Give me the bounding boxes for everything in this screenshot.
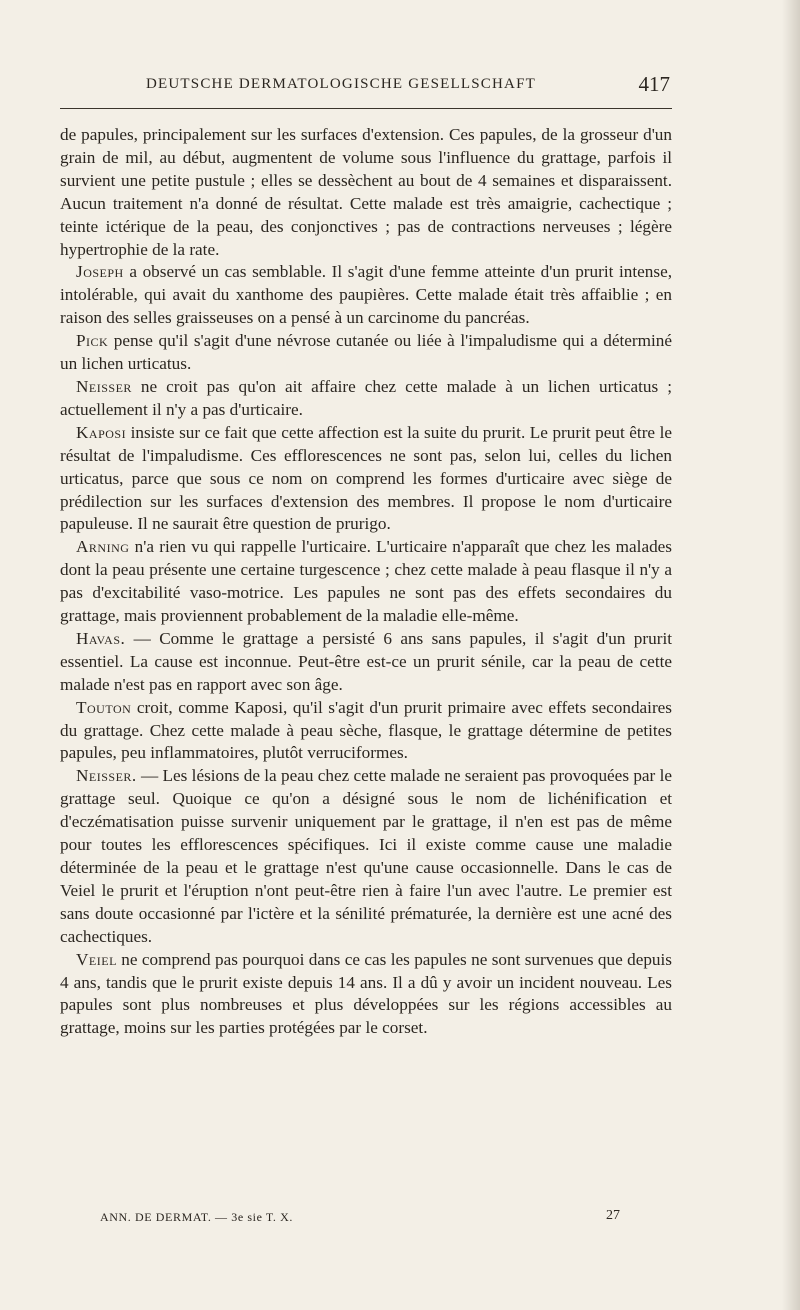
speaker-name: Neisser.: [76, 766, 137, 786]
paragraph: [60, 697, 672, 766]
signature-mark: 27: [606, 1208, 620, 1223]
paragraph-text: n'a rien vu qui rappelle l'urticaire. L'urticaire n'apparaît que chez les malades dont la peau présente une certaine turgescence ; chez cette malade à peau flasque il n'y a pas d'excitabilité vaso-motrice. Les papules ne sont pas des effets secondaires du grattage, mais proviennent probablement de la maladie elle-même.: [60, 537, 672, 626]
header-rule: [60, 108, 672, 109]
paragraph: [60, 949, 672, 1041]
speaker-name: Kaposi: [76, 422, 127, 442]
speaker-name: Arning: [76, 537, 130, 557]
paragraph-text: insiste sur ce fait que cette affection est la suite du prurit. Le prurit peut être le résultat de l'impaludisme. Ces efflorescences ne sont pas, selon lui, celles du lichen urticatus, parce que sous ce nom on comprend les formes d'urticaire avec siège de prédilection sur les surfaces d'extension des membres. Il propose le nom d'urticaire papuleuse. Il ne saurait être question de prurigo.: [60, 422, 672, 534]
speaker-name: Pick: [76, 331, 109, 351]
speaker-name: Touton: [76, 697, 132, 717]
paragraph: [60, 422, 672, 537]
paragraph: [60, 536, 672, 628]
body-text: [60, 124, 672, 1040]
paragraph: [60, 124, 672, 261]
paragraph-text: — Les lésions de la peau chez cette malade ne seraient pas provoquées par le grattage seul. Quoique ce qu'on a désigné sous le nom de lichénification et d'eczématisation puisse survenir uniquement par le grattage, il n'en est pas de même pour toutes les efflorescences spécifiques. Ici il existe comme cause une maladie déterminée de la peau et le grattage n'est qu'une cause occasionnelle. Dans le cas de Veiel le prurit et l'éruption n'ont peut-être rien à faire l'un avec l'autre. Le premier est sans doute occasionné par l'ictère et la sénilité prématurée, la dernière est une acné des cachectiques.: [60, 766, 672, 946]
paragraph: [60, 330, 672, 376]
paragraph-text: ne croit pas qu'on ait affaire chez cette malade à un lichen urticatus ; actuellement il n'y a pas d'urticaire.: [60, 376, 672, 419]
paragraph-text: ne comprend pas pourquoi dans ce cas les papules ne sont survenues que depuis 4 ans, tandis que le prurit existe depuis 14 ans. Il a dû y avoir un incident nouveau. Les papules sont plus nombreuses et plus développées sur les régions accessibles au grattage, moins sur les parties protégées par le corset.: [60, 949, 672, 1038]
journal-reference: ANN. DE DERMAT. — 3e sie T. X.: [100, 1210, 293, 1224]
paragraph: [60, 261, 672, 330]
speaker-name: Joseph: [76, 262, 124, 282]
paragraph: [60, 376, 672, 422]
page-number: 417: [638, 72, 670, 96]
header-title: DEUTSCHE DERMATOLOGISCHE GESELLSCHAFT: [146, 76, 536, 92]
paragraph-text: — Comme le grattage a persisté 6 ans sans papules, il s'agit d'un prurit essentiel. La cause est inconnue. Peut-être est-ce un prurit sénile, car la peau de cette malade n'est pas en rapport avec son âge.: [60, 628, 672, 694]
speaker-name: Veiel: [76, 949, 117, 969]
page-footer: [100, 1210, 620, 1230]
speaker-name: Havas.: [76, 628, 126, 648]
paragraph-text: pense qu'il s'agit d'une névrose cutanée ou liée à l'impaludisme qui a déterminé un lichen urticatus.: [60, 331, 672, 374]
paragraph: [60, 765, 672, 948]
page-edge-shadow: [782, 0, 800, 1310]
paragraph: [60, 628, 672, 697]
paragraph-text: a observé un cas semblable. Il s'agit d'une femme atteinte d'un prurit intense, intolérable, qui avait du xanthome des paupières. Cette malade était très affaiblie ; en raison des selles graisseuses on a pensé à un carcinome du pancréas.: [60, 262, 672, 328]
speaker-name: Neisser: [76, 376, 132, 396]
paragraph-text: de papules, principalement sur les surfaces d'extension. Ces papules, de la grosseur d'un grain de mil, au début, augmentent de volume sous l'influence du grattage, parfois il survient une petite pustule ; elles se dessèchent au bout de 4 semaines et disparaissent. Aucun traitement n'a donné de résultat. Cette malade est très amaigrie, cachectique ; teinte ictérique de la peau, des conjonctives ; pas de contractions nerveuses ; légère hypertrophie de la rate.: [60, 125, 672, 259]
paragraph-text: croit, comme Kaposi, qu'il s'agit d'un prurit primaire avec effets secondaires du grattage. Chez cette malade à peau sèche, flasque, le grattage détermine de petites papules, peu inflammatoires, plutôt verruciformes.: [60, 697, 672, 763]
running-header: [60, 72, 672, 102]
